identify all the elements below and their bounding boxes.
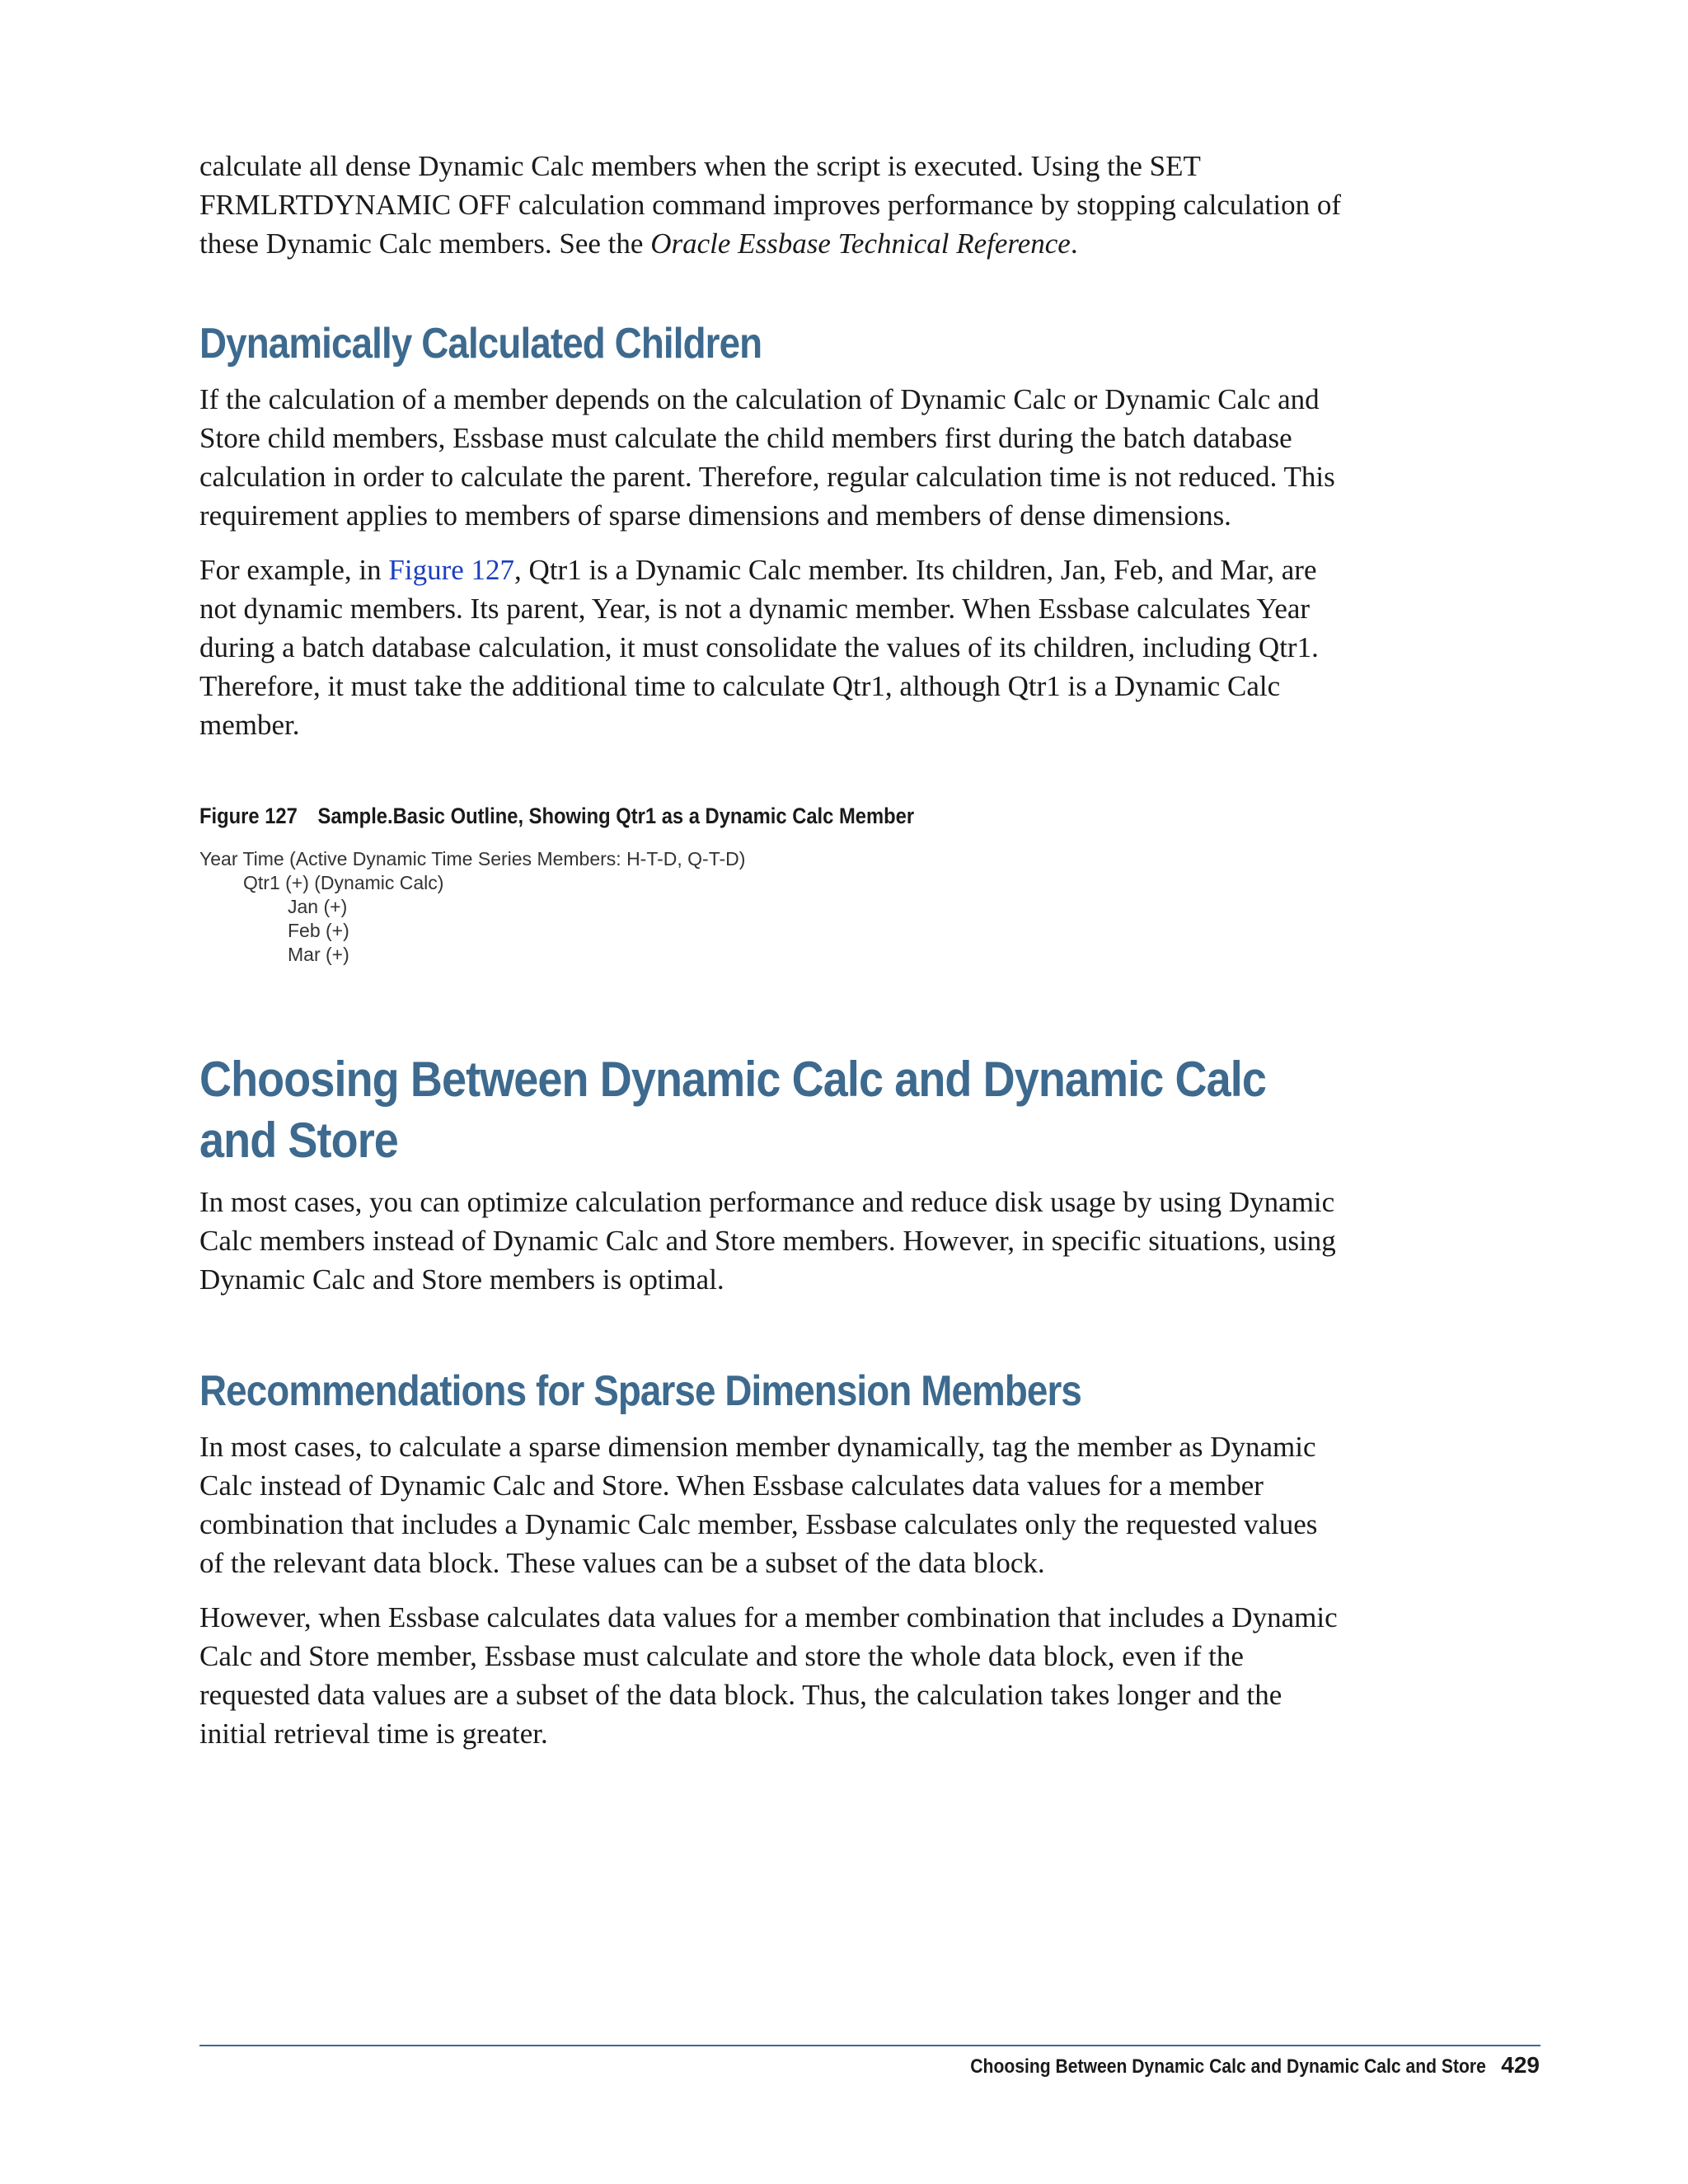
intro-text: calculate all dense Dynamic Calc members when the script is executed. Using the SET FRMLRTDYNAMIC OFF calculation command improves performance by stopping calculation of these Dynamic Calc members. See the	[199, 150, 1342, 260]
heading-text: Choosing Between Dynamic Calc and Dynamic Calc and Store	[199, 1052, 1266, 1168]
outline-item-year: Year Time (Active Dynamic Time Series Members: H-T-D, Q-T-D)	[199, 848, 746, 869]
page-number: 429	[1501, 2052, 1540, 2078]
section3-paragraph-2: However, when Essbase calculates data values for a member combination that includes a Dynamic Calc and Store member, Essbase must calculate and store the whole data block, even if the requested data values are a subset of the data block. Thus, the calculation takes longer and the initial retrieval time is greater.	[199, 1601, 1338, 1750]
section-heading-dynamically-calculated-children: Dynamically Calculated Children	[199, 320, 762, 368]
section1-paragraph-2	[199, 551, 1345, 744]
figure-number: Figure 127	[199, 804, 298, 828]
outline-item-mar: Mar (+)	[288, 944, 349, 965]
outline-item-jan: Jan (+)	[288, 896, 348, 917]
section-heading-choosing-between	[199, 1049, 1345, 1171]
section2-paragraph-1: In most cases, you can optimize calculation performance and reduce disk usage by using Dynamic Calc members instead of Dynamic Calc and Store members. However, in specific situations, using Dynamic Calc and Store members is optimal.	[199, 1186, 1336, 1296]
outline-item-qtr1: Qtr1 (+) (Dynamic Calc)	[243, 872, 444, 893]
p2-text-start: For example, in	[199, 554, 389, 586]
figure-127-link[interactable]: Figure 127	[388, 554, 515, 586]
running-title: Choosing Between Dynamic Calc and Dynamic Calc and Store	[970, 2055, 1487, 2078]
section3-paragraph-1: In most cases, to calculate a sparse dimension member dynamically, tag the member as Dynamic Calc instead of Dynamic Calc and Store. When Essbase calculates data values for a member combination that includes a Dynamic Calc member, Essbase calculates only the requested values of the relevant data block. These values can be a subset of the data block.	[199, 1431, 1318, 1579]
intro-text-end: .	[1070, 227, 1078, 260]
intro-paragraph	[199, 147, 1345, 263]
reference-title: Oracle Essbase Technical Reference	[650, 227, 1071, 260]
section-heading-recommendations-sparse: Recommendations for Sparse Dimension Members	[199, 1367, 1081, 1415]
section1-paragraph-1: If the calculation of a member depends on the calculation of Dynamic Calc or Dynamic Calc and Store child members, Essbase must calculate the child members first during the batch database calculation in order to calculate the parent. Therefore, regular calculation time is not reduced. This requirement applies to members of sparse dimensions and members of dense dimensions.	[199, 383, 1335, 532]
figure-title: Sample.Basic Outline, Showing Qtr1 as a Dynamic Calc Member	[317, 804, 915, 828]
footer-rule	[199, 2045, 1540, 2046]
page-footer	[900, 2052, 1540, 2080]
p2-text-end: , Qtr1 is a Dynamic Calc member. Its children, Jan, Feb, and Mar, are not dynamic members. Its parent, Year, is not a dynamic member. When Essbase calculates Year during a batch database calculation, it must consolidate the values of its children, including Qtr1. Therefore, it must take the additional time to calculate Qtr1, although Qtr1 is a Dynamic Calc member.	[199, 554, 1319, 741]
figure-caption	[199, 803, 1207, 829]
outline-figure	[199, 847, 1345, 967]
outline-item-feb: Feb (+)	[288, 920, 349, 941]
main-content	[199, 147, 1345, 1769]
